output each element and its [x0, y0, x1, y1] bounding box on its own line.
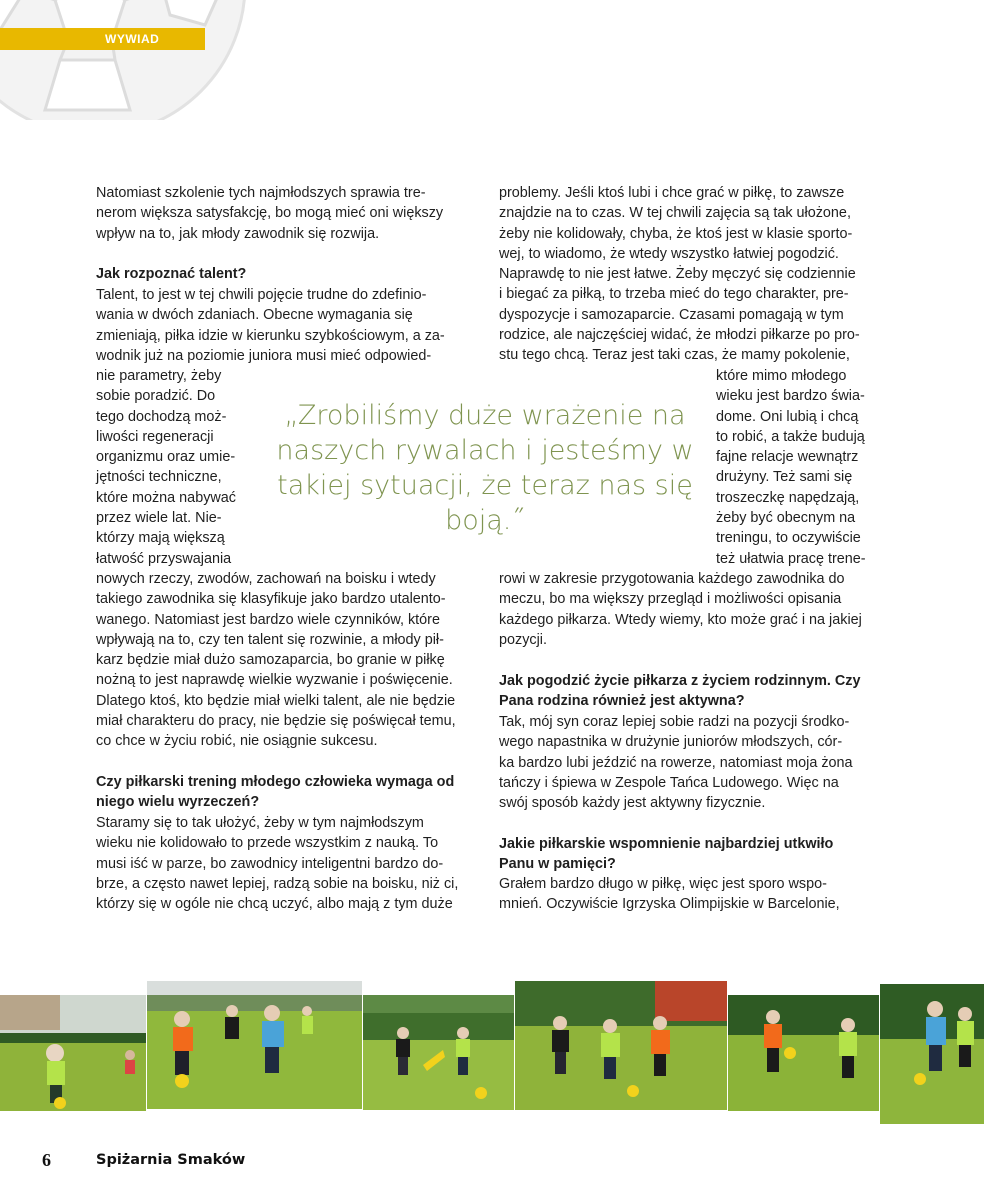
- answer-memory: [499, 874, 887, 915]
- text-line: nie parametry, żeby: [96, 368, 222, 384]
- question-family: [499, 671, 887, 712]
- text-line: meczu, bo ma większy przegląd i możliwości opisania: [499, 591, 842, 608]
- text-line: dyspozycje i samozaparcie. Czasami pomagają w tym: [499, 306, 844, 323]
- photo-training-2: [147, 981, 362, 1109]
- question-heading: Jakie piłkarskie wspomnienie najbardziej utkwiło: [499, 836, 834, 852]
- text-line: wieku nie kolidowało to przede wszystkim z nauką. To: [96, 835, 439, 852]
- answer-family: [499, 712, 887, 813]
- pull-quote: „Zrobiliśmy duże wrażenie na naszych rywalach i jesteśmy w takiej sytuacji, że teraz nas się boją.˝: [276, 400, 694, 536]
- text-line: co chce w życiu robić, nie osiągnie sukcesu.: [96, 733, 378, 750]
- question-sacrifice: [96, 772, 484, 813]
- text-line: Grałem bardzo długo w piłkę, więc jest sporo wspo-: [499, 876, 827, 892]
- text-line: pozycji.: [499, 631, 547, 648]
- text-line: drużyny. Też sami się: [716, 469, 853, 486]
- text-line: żeby nie kolidowały, chyba, że ktoś jest w klasie sporto-: [499, 225, 853, 242]
- section-header-bar: [0, 28, 205, 50]
- magazine-title: Spiżarnia Smaków: [96, 1152, 246, 1168]
- answer-talent-wide: [96, 285, 484, 366]
- photo-training-4: [515, 981, 727, 1110]
- text-line: brze, a często nawet lepiej, radzą sobie na boisku, niż ci,: [96, 875, 459, 892]
- text-line: rodzice, ale najczęściej widać, że młodzi piłkarze po pro-: [499, 327, 860, 344]
- text-line: dome. Oni lubią i chcą: [716, 408, 859, 425]
- text-line: wanego. Natomiast jest bardzo wiele czynników, które: [96, 611, 440, 628]
- question-talent: [96, 264, 484, 284]
- text-line: problemy. Jeśli ktoś lubi i chce grać w piłkę, to zawsze: [499, 185, 845, 201]
- football-icon: [0, 0, 250, 120]
- page-number: 6: [42, 1150, 51, 1170]
- question-heading: niego wielu wyrzeczeń?: [96, 794, 260, 811]
- text-line: też ułatwia pracę trene-: [716, 550, 866, 567]
- answer-sacrifice-tail: [499, 569, 887, 650]
- text-line: Naprawdę to nie jest łatwe. Żeby męczyć się codziennie: [499, 266, 856, 283]
- answer-sacrifice: [96, 813, 484, 914]
- text-line: ka bardzo lubi jeździć na rowerze, natomiast moja żona: [499, 754, 853, 771]
- text-line: treningu, to oczywiście: [716, 530, 861, 547]
- text-line: Natomiast szkolenie tych najmłodszych sprawia tre-: [96, 185, 426, 201]
- answer-talent-tail: [96, 569, 484, 752]
- text-line: przez wiele lat. Nie-: [96, 510, 222, 527]
- photo-training-5: [728, 995, 879, 1111]
- answer-sacrifice-cont: [499, 183, 887, 366]
- text-line: nożną to jest naprawdę wielkie wyzwanie i poświęcenie.: [96, 672, 453, 689]
- text-line: Talent, to jest w tej chwili pojęcie trudne do zdefinio-: [96, 287, 427, 303]
- text-line: wpływ na to, jak młody zawodnik się rozwija.: [96, 225, 380, 242]
- text-line: wego napastnika w drużynie juniorów młodszych, cór-: [499, 734, 843, 751]
- text-line: wej, to wiadomo, że wtedy wszystko łatwiej pogodzić.: [499, 245, 839, 262]
- text-line: którzy się w ogóle nie chcą uczyć, albo mają z tym duże: [96, 896, 453, 913]
- text-line: każdego piłkarza. Wtedy wiemy, kto może grać i na jakiej: [499, 611, 862, 628]
- photo-training-3: [363, 995, 514, 1110]
- text-line: swój sposób każdy jest aktywny fizycznie.: [499, 795, 766, 812]
- text-line: wpływają na to, czy ten talent się rozwinie, a młody pił-: [96, 631, 444, 648]
- question-heading: Czy piłkarski trening młodego człowieka wymaga od: [96, 774, 455, 790]
- text-line: stu tego chcą. Teraz jest taki czas, że mamy pokolenie,: [499, 347, 850, 364]
- section-label: WYWIAD: [105, 32, 160, 46]
- text-line: wania w dwóch zdaniach. Obecne wymagania się: [96, 307, 413, 324]
- text-line: żeby być obecnym na: [716, 510, 856, 527]
- text-line: łatwość przyswajania: [96, 550, 232, 567]
- text-line: mnień. Oczywiście Igrzyska Olimpijskie w Barcelonie,: [499, 896, 840, 913]
- question-heading: Jak pogodzić życie piłkarza z życiem rodzinnym. Czy: [499, 673, 861, 689]
- question-heading: Panu w pamięci?: [499, 856, 616, 873]
- text-line: jętności techniczne,: [96, 469, 222, 486]
- text-line: Staramy się to tak ułożyć, żeby w tym najmłodszym: [96, 815, 424, 831]
- text-line: znajdzie na to czas. W tej chwili zajęcia są tak ułożone,: [499, 205, 851, 222]
- text-line: troszeczkę napędzają,: [716, 489, 860, 506]
- text-line: rowi w zakresie przygotowania każdego zawodnika do: [499, 571, 845, 587]
- text-line: wodnik już na poziomie juniora musi mieć odpowied-: [96, 347, 432, 364]
- text-line: musi iść w parze, bo zawodnicy inteligentni bardzo do-: [96, 855, 444, 872]
- text-line: to robić, a także budują: [716, 428, 865, 445]
- text-line: zmieniają, piłka idzie w kierunku szybkościowym, a za-: [96, 327, 445, 344]
- question-memory: [499, 834, 887, 875]
- text-line: karz będzie miał dużo samozaparcia, bo granie w piłkę: [96, 652, 445, 669]
- text-line: wieku jest bardzo świa-: [716, 388, 865, 405]
- answer-talent-narrow: [96, 366, 250, 569]
- text-line: nerom większa satysfakcję, bo mogą mieć oni większy: [96, 205, 444, 222]
- left-intro-paragraph: [96, 183, 484, 244]
- text-line: miał charakteru do pracy, nie będzie się poświęcał temu,: [96, 713, 456, 730]
- text-line: fajne relacje wewnątrz: [716, 449, 859, 466]
- photo-training-6: [880, 984, 984, 1124]
- text-line: sobie poradzić. Do: [96, 388, 216, 405]
- text-line: tańczy i śpiewa w Zespole Tańca Ludowego. Więc na: [499, 774, 839, 791]
- text-line: organizmu oraz umie-: [96, 449, 236, 466]
- text-line: które można nabywać: [96, 489, 236, 506]
- answer-sacrifice-narrow: [716, 366, 887, 569]
- photo-training-1: [0, 995, 146, 1111]
- text-line: którzy mają większą: [96, 530, 225, 547]
- text-line: Tak, mój syn coraz lepiej sobie radzi na pozycji środko-: [499, 714, 850, 730]
- text-line: takiego zawodnika się klasyfikuje jako bardzo utalento-: [96, 591, 446, 608]
- text-line: Dlatego ktoś, kto będzie miał wielki talent, ale nie będzie: [96, 692, 456, 709]
- question-heading: Jak rozpoznać talent?: [96, 266, 247, 282]
- text-line: i biegać za piłką, to trzeba mieć do tego charakter, pre-: [499, 286, 849, 303]
- question-heading: Pana rodzina również jest aktywna?: [499, 693, 745, 710]
- text-line: tego dochodzą moż-: [96, 408, 227, 425]
- text-line: które mimo młodego: [716, 368, 847, 384]
- text-line: liwości regeneracji: [96, 428, 214, 445]
- text-line: nowych rzeczy, zwodów, zachowań na boisku i wtedy: [96, 571, 436, 587]
